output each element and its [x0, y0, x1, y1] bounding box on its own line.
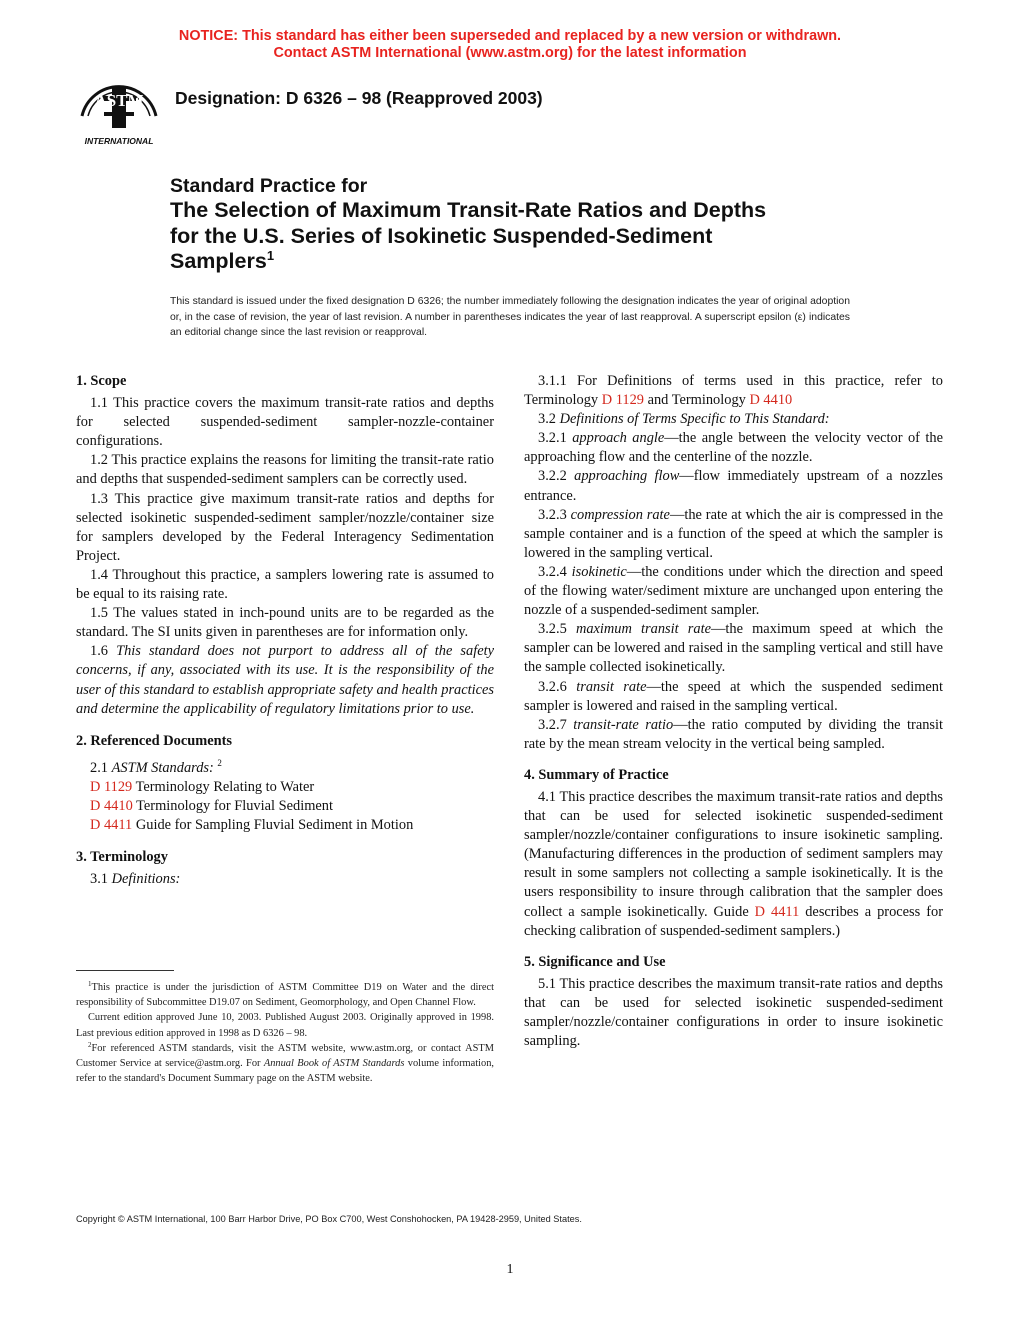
- ref-item: [76, 778, 494, 797]
- def-num: 3.2.2: [538, 468, 575, 485]
- section-5-heading: 5. Significance and Use: [524, 953, 666, 970]
- def-term: maximum transit rate: [575, 621, 711, 638]
- ref-link-d4410[interactable]: D 4410: [90, 797, 133, 814]
- para-5-1: 5.1 This practice describes the maximum transit-rate ratios and depths that can be used for selected isokinetic suspended-sediment sampler/nozzle/container configurations in order to insure isokinetic sampling.: [524, 975, 943, 1050]
- def-num: 3.2.1: [538, 430, 573, 447]
- ref-link-d4411[interactable]: D 4411: [754, 903, 800, 920]
- para-3-1-1: [524, 372, 943, 410]
- copyright: Copyright © ASTM International, 100 Barr Harbor Drive, PO Box C700, West Conshohocken, PA 19428-2959, United States.: [76, 1214, 582, 1224]
- definition-3-2-4: [524, 563, 943, 620]
- def-text: —the rate at which the air is compressed in the sample container and is a function of the speed at which the sampler is lowered in the sampling vertical.: [524, 506, 943, 561]
- logo-text: ASTM: [94, 91, 144, 110]
- logo-subtext: INTERNATIONAL: [84, 136, 154, 146]
- notice-line-1: NOTICE: This standard has either been superseded and replaced by a new version or withdrawn.: [178, 28, 842, 44]
- definition-3-2-1: [524, 429, 943, 467]
- para-1-6-num: 1.6: [90, 643, 117, 660]
- footnote-2-italic: Annual Book of ASTM Standards: [263, 1058, 405, 1070]
- ref-item: [76, 816, 494, 835]
- left-column: [76, 372, 494, 889]
- para-1-1: 1.1 This practice covers the maximum transit-rate ratios and depths for selected suspended-sediment sampler-nozzle-container configurations.: [76, 395, 494, 450]
- def-term: transit rate: [576, 678, 647, 695]
- para-3-2-num: 3.2: [538, 411, 560, 428]
- def-text: —the conditions under which the direction and speed of the flowing water/sediment mixture are unchanged upon entering the nozzle of a suspended-sediment sampler.: [524, 563, 943, 619]
- footnote-2-text-a: For referenced ASTM standards, visit the ASTM website, www.astm.org, or contact ASTM Customer Service at service@astm.org. For: [76, 1042, 494, 1070]
- para-2-1-footnote-mark[interactable]: 2: [217, 757, 222, 768]
- def-num: 3.2.7: [538, 716, 574, 733]
- def-term: approaching flow: [574, 468, 680, 485]
- para-4-1-text-b: describes a process for checking calibration of suspended-sediment samplers.): [524, 903, 943, 939]
- def-text: —the ratio computed by dividing the transit rate by the mean stream velocity in the vertical being sampled.: [524, 716, 943, 752]
- def-num: 3.2.4: [538, 563, 572, 580]
- footnote-1-text: This practice is under the jurisdiction of ASTM Committee D19 on Water and the direct responsibility of Subcommittee D19.07 on Sediment, Geomorphology, and Open Channel Flow.: [76, 982, 494, 1009]
- para-3-1-num: 3.1: [90, 871, 112, 888]
- title-line-1: Standard Practice for: [170, 175, 368, 197]
- astm-logo-icon: [74, 72, 164, 148]
- ref-link-d4410[interactable]: D 4410: [749, 392, 793, 409]
- para-1-6: [76, 642, 494, 718]
- notice-line-2: Contact ASTM International (www.astm.org) for the latest information: [273, 45, 747, 61]
- title-line-4-text: Samplers: [170, 249, 267, 273]
- def-num: 3.2.3: [538, 506, 571, 523]
- definition-3-2-6: [524, 678, 943, 716]
- para-4-1: [524, 788, 943, 941]
- section-4-heading: 4. Summary of Practice: [524, 766, 669, 783]
- definition-3-2-5: [524, 620, 943, 677]
- def-term: transit-rate ratio: [573, 716, 674, 733]
- para-3-1-1-text-b: and Terminology: [643, 392, 750, 409]
- document-title: [170, 174, 890, 275]
- para-1-4: 1.4 Throughout this practice, a samplers lowering rate is assumed to be equal to its raising rate.: [76, 566, 494, 603]
- ref-link-d4411[interactable]: D 4411: [90, 816, 133, 833]
- title-line-4: [170, 249, 890, 275]
- def-num: 3.2.5: [538, 621, 576, 638]
- footnote-1b: Current edition approved June 10, 2003. Published August 2003. Originally approved in 1998. Last previous edition approved in 1998 as D 6326 – 98.: [76, 1012, 494, 1039]
- right-column: [524, 372, 943, 1051]
- title-footnote-mark[interactable]: 1: [266, 248, 275, 263]
- footnotes: [76, 980, 494, 1086]
- section-1-heading: 1. Scope: [76, 373, 127, 389]
- footnote-1-mark: 1: [88, 980, 92, 988]
- para-2-1: [76, 754, 494, 778]
- definition-3-2-2: [524, 467, 943, 505]
- withdrawal-notice: [0, 28, 1020, 62]
- footnote-divider: [76, 970, 174, 971]
- para-1-6-text: This standard does not purport to address all of the safety concerns, if any, associated with its use. It is the responsibility of the user of this standard to establish appropriate safety and health practices and determine the applicability of regulatory limitations prior to use.: [76, 643, 494, 717]
- para-2-1-label: ASTM Standards:: [111, 759, 214, 776]
- definition-3-2-3: [524, 506, 943, 563]
- para-3-1: [76, 870, 494, 889]
- astm-logo: [74, 72, 164, 148]
- ref-link-d1129[interactable]: D 1129: [90, 778, 133, 795]
- title-line-2: The Selection of Maximum Transit-Rate Ratios and Depths: [170, 198, 767, 222]
- para-2-1-num: 2.1: [90, 759, 112, 776]
- title-line-3: for the U.S. Series of Isokinetic Suspended-Sediment: [170, 223, 713, 248]
- footnote-2: [76, 1041, 494, 1087]
- page-number: 1: [506, 1262, 514, 1277]
- designation: Designation: D 6326 – 98 (Reapproved 2003): [175, 88, 543, 108]
- section-2-heading: 2. Referenced Documents: [76, 732, 232, 749]
- ref-title: Guide for Sampling Fluvial Sediment in Motion: [135, 816, 414, 833]
- def-num: 3.2.6: [538, 678, 577, 695]
- para-3-2-label: Definitions of Terms Specific to This Standard:: [559, 411, 830, 428]
- def-text: —the angle between the velocity vector of the approaching flow and the centerline of the nozzle.: [524, 430, 943, 466]
- footnote-2-text-b: volume information, refer to the standard's Document Summary page on the ASTM website.: [76, 1058, 494, 1085]
- def-text: —the speed at which the suspended sediment sampler is lowered and raised in the sampling vertical.: [524, 678, 943, 714]
- def-text: —flow immediately upstream of a nozzles entrance.: [524, 468, 943, 504]
- ref-title: Terminology for Fluvial Sediment: [136, 797, 333, 814]
- def-term: compression rate: [570, 506, 670, 523]
- para-3-2: [524, 410, 943, 429]
- ref-link-d1129[interactable]: D 1129: [601, 392, 644, 409]
- para-4-1-text-a: 4.1 This practice describes the maximum transit-rate ratios and depths that can be used for selected isokinetic suspended-sediment sampler/nozzle/container configurations to insure isokinetic sampling. (Manufacturing differences in the production of sediment samplers may result in some samplers not collecting a sample isokinetically. It is the users responsibility to insure through calibration that the sampler does collect a sample isokinetically. Guide: [524, 788, 943, 920]
- footnote-2-mark: 2: [88, 1040, 92, 1049]
- para-3-1-label: Definitions:: [111, 871, 181, 888]
- para-1-3: 1.3 This practice give maximum transit-rate ratios and depths for selected isokinetic suspended-sediment sampler/nozzle/container size for samplers developed by the Federal Interagency Sedimentation Project.: [76, 490, 494, 564]
- para-1-5: 1.5 The values stated in inch-pound units are to be regarded as the standard. The SI units given in parentheses are for information only.: [76, 605, 494, 641]
- def-term: approach angle: [572, 430, 665, 447]
- def-term: isokinetic: [571, 563, 627, 580]
- def-text: —the maximum speed at which the sampler can be lowered and raised in the sampling vertical and still have the sample collected isokinetically.: [524, 621, 943, 676]
- ref-item: [76, 797, 494, 816]
- issue-note: This standard is issued under the fixed designation D 6326; the number immediately following the designation indicates the year of original adoption or, in the case of revision, the year of last revision. A number in parentheses indicates the year of last reapproval. A superscript epsilon (ε) indicates an editorial change since the last revision or reapproval.: [170, 296, 850, 339]
- ref-title: Terminology Relating to Water: [135, 778, 315, 795]
- para-3-1-1-text-a: 3.1.1 For Definitions of terms used in this practice, refer to Terminology: [524, 373, 943, 409]
- definition-3-2-7: [524, 716, 943, 754]
- footnote-1: [76, 980, 494, 1010]
- section-3-heading: 3. Terminology: [76, 848, 168, 865]
- para-1-2: 1.2 This practice explains the reasons for limiting the transit-rate ratio and depths that suspended-sediment samplers can be correctly used.: [76, 452, 494, 488]
